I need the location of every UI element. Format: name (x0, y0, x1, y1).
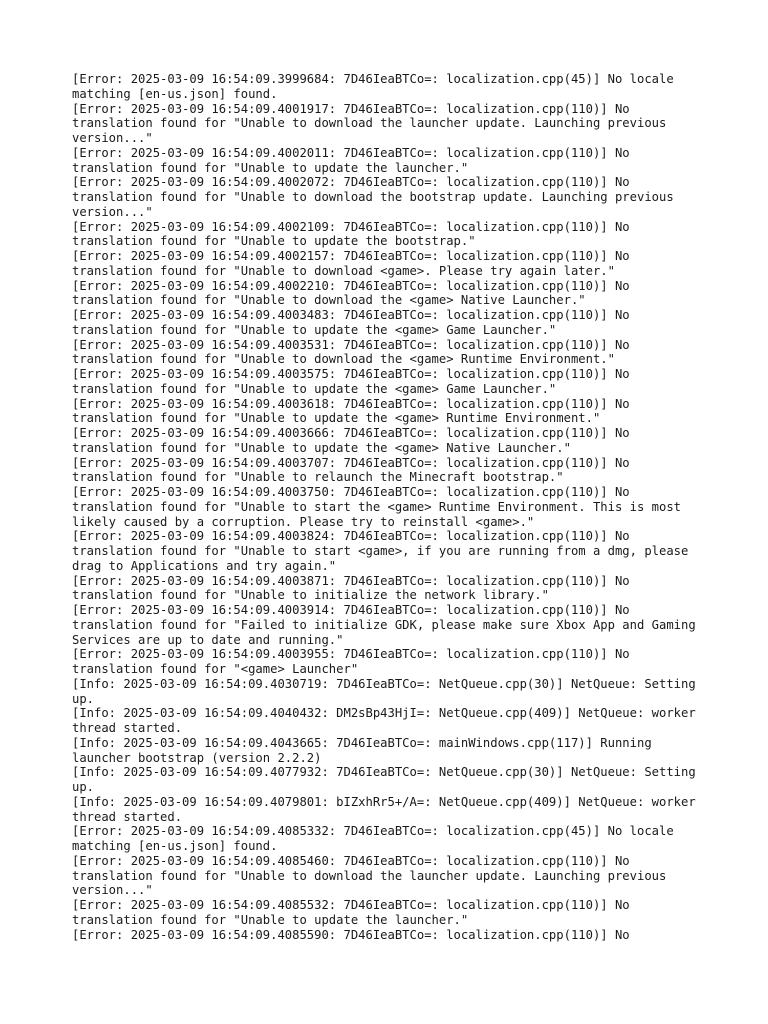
log-entry: [Error: 2025-03-09 16:54:09.4002109: 7D46IeaBTCo=: localization.cpp(110)] No translation found for "Unable to update the bootstrap." (72, 219, 637, 249)
log-entry: [Info: 2025-03-09 16:54:09.4030719: 7D46IeaBTCo=: NetQueue.cpp(30)] NetQueue: Setting up. (72, 676, 704, 706)
log-entry: [Error: 2025-03-09 16:54:09.4002011: 7D46IeaBTCo=: localization.cpp(110)] No translation found for "Unable to update the launcher." (72, 145, 637, 175)
log-entry: [Info: 2025-03-09 16:54:09.4077932: 7D46IeaBTCo=: NetQueue.cpp(30)] NetQueue: Setting up. (72, 765, 704, 794)
log-entry: [Info: 2025-03-09 16:54:09.4043665: 7D46IeaBTCo=: mainWindows.cpp(117)] Running launcher bootstrap (version 2.2.2) (72, 735, 660, 765)
log-entry: [Error: 2025-03-09 16:54:09.4003955: 7D46IeaBTCo=: localization.cpp(110)] No translation found for "<game> Launcher" (72, 647, 637, 676)
log-entry: [Error: 2025-03-09 16:54:09.4003618: 7D46IeaBTCo=: localization.cpp(110)] No translation found for "Unable to update the <game> Runtime Environment." (72, 396, 637, 426)
log-entry: [Error: 2025-03-09 16:54:09.4003871: 7D46IeaBTCo=: localization.cpp(110)] No translation found for "Unable to initialize the network library." (72, 573, 637, 603)
log-entry: [Error: 2025-03-09 16:54:09.4003483: 7D46IeaBTCo=: localization.cpp(110)] No translation found for "Unable to update the <game> Game Launcher." (72, 308, 637, 337)
log-entry: [Error: 2025-03-09 16:54:09.4085590: 7D46IeaBTCo=: localization.cpp(110)] No (72, 927, 630, 942)
log-entry: [Error: 2025-03-09 16:54:09.4085332: 7D46IeaBTCo=: localization.cpp(45)] No locale matching [en-us.json] found. (72, 824, 682, 853)
log-entry: [Error: 2025-03-09 16:54:09.3999684: 7D46IeaBTCo=: localization.cpp(45)] No locale matching [en-us.json] found. (72, 72, 682, 101)
log-text (72, 72, 704, 942)
log-entry: [Error: 2025-03-09 16:54:09.4003531: 7D46IeaBTCo=: localization.cpp(110)] No translation found for "Unable to download the <game> Runtime Environment." (72, 337, 637, 367)
log-entry: [Info: 2025-03-09 16:54:09.4079801: bIZxhRr5+/A=: NetQueue.cpp(409)] NetQueue: worker thread started. (72, 794, 704, 824)
log-entry: [Error: 2025-03-09 16:54:09.4001917: 7D46IeaBTCo=: localization.cpp(110)] No translation found for "Unable to download the launcher update. Launching previous version..." (72, 101, 674, 145)
log-entry: [Error: 2025-03-09 16:54:09.4003750: 7D46IeaBTCo=: localization.cpp(110)] No translation found for "Unable to start the <game> Runtime Environment. This is most likely caused by a corruption. Please try to reinstall <game>." (72, 485, 689, 529)
log-entry: [Error: 2025-03-09 16:54:09.4003575: 7D46IeaBTCo=: localization.cpp(110)] No translation found for "Unable to update the <game> Game Launcher." (72, 367, 637, 396)
log-entry: [Error: 2025-03-09 16:54:09.4003824: 7D46IeaBTCo=: localization.cpp(110)] No translation found for "Unable to start <game>, if you are running from a dmg, please drag to Applications and try again." (72, 529, 696, 573)
log-entry: [Error: 2025-03-09 16:54:09.4085532: 7D46IeaBTCo=: localization.cpp(110)] No translation found for "Unable to update the launcher." (72, 898, 637, 927)
log-entry: [Info: 2025-03-09 16:54:09.4040432: DM2sBp43HjI=: NetQueue.cpp(409)] NetQueue: worker thread started. (72, 706, 704, 735)
log-entry: [Error: 2025-03-09 16:54:09.4002210: 7D46IeaBTCo=: localization.cpp(110)] No translation found for "Unable to download the <game> Native Launcher." (72, 278, 637, 308)
log-entry: [Error: 2025-03-09 16:54:09.4002157: 7D46IeaBTCo=: localization.cpp(110)] No translation found for "Unable to download <game>. Please try again later." (72, 249, 637, 278)
log-entry: [Error: 2025-03-09 16:54:09.4003666: 7D46IeaBTCo=: localization.cpp(110)] No translation found for "Unable to update the <game> Native Launcher." (72, 426, 637, 455)
log-entry: [Error: 2025-03-09 16:54:09.4003914: 7D46IeaBTCo=: localization.cpp(110)] No translation found for "Failed to initialize GDK, please make sure Xbox App and Gaming Services are up to date and running." (72, 603, 704, 647)
log-entry: [Error: 2025-03-09 16:54:09.4085460: 7D46IeaBTCo=: localization.cpp(110)] No translation found for "Unable to download the launcher update. Launching previous version..." (72, 853, 674, 898)
log-entry: [Error: 2025-03-09 16:54:09.4003707: 7D46IeaBTCo=: localization.cpp(110)] No translation found for "Unable to relaunch the Minecraft bootstrap." (72, 455, 637, 485)
log-entry: [Error: 2025-03-09 16:54:09.4002072: 7D46IeaBTCo=: localization.cpp(110)] No translation found for "Unable to download the bootstrap update. Launching previous version..." (72, 175, 682, 219)
